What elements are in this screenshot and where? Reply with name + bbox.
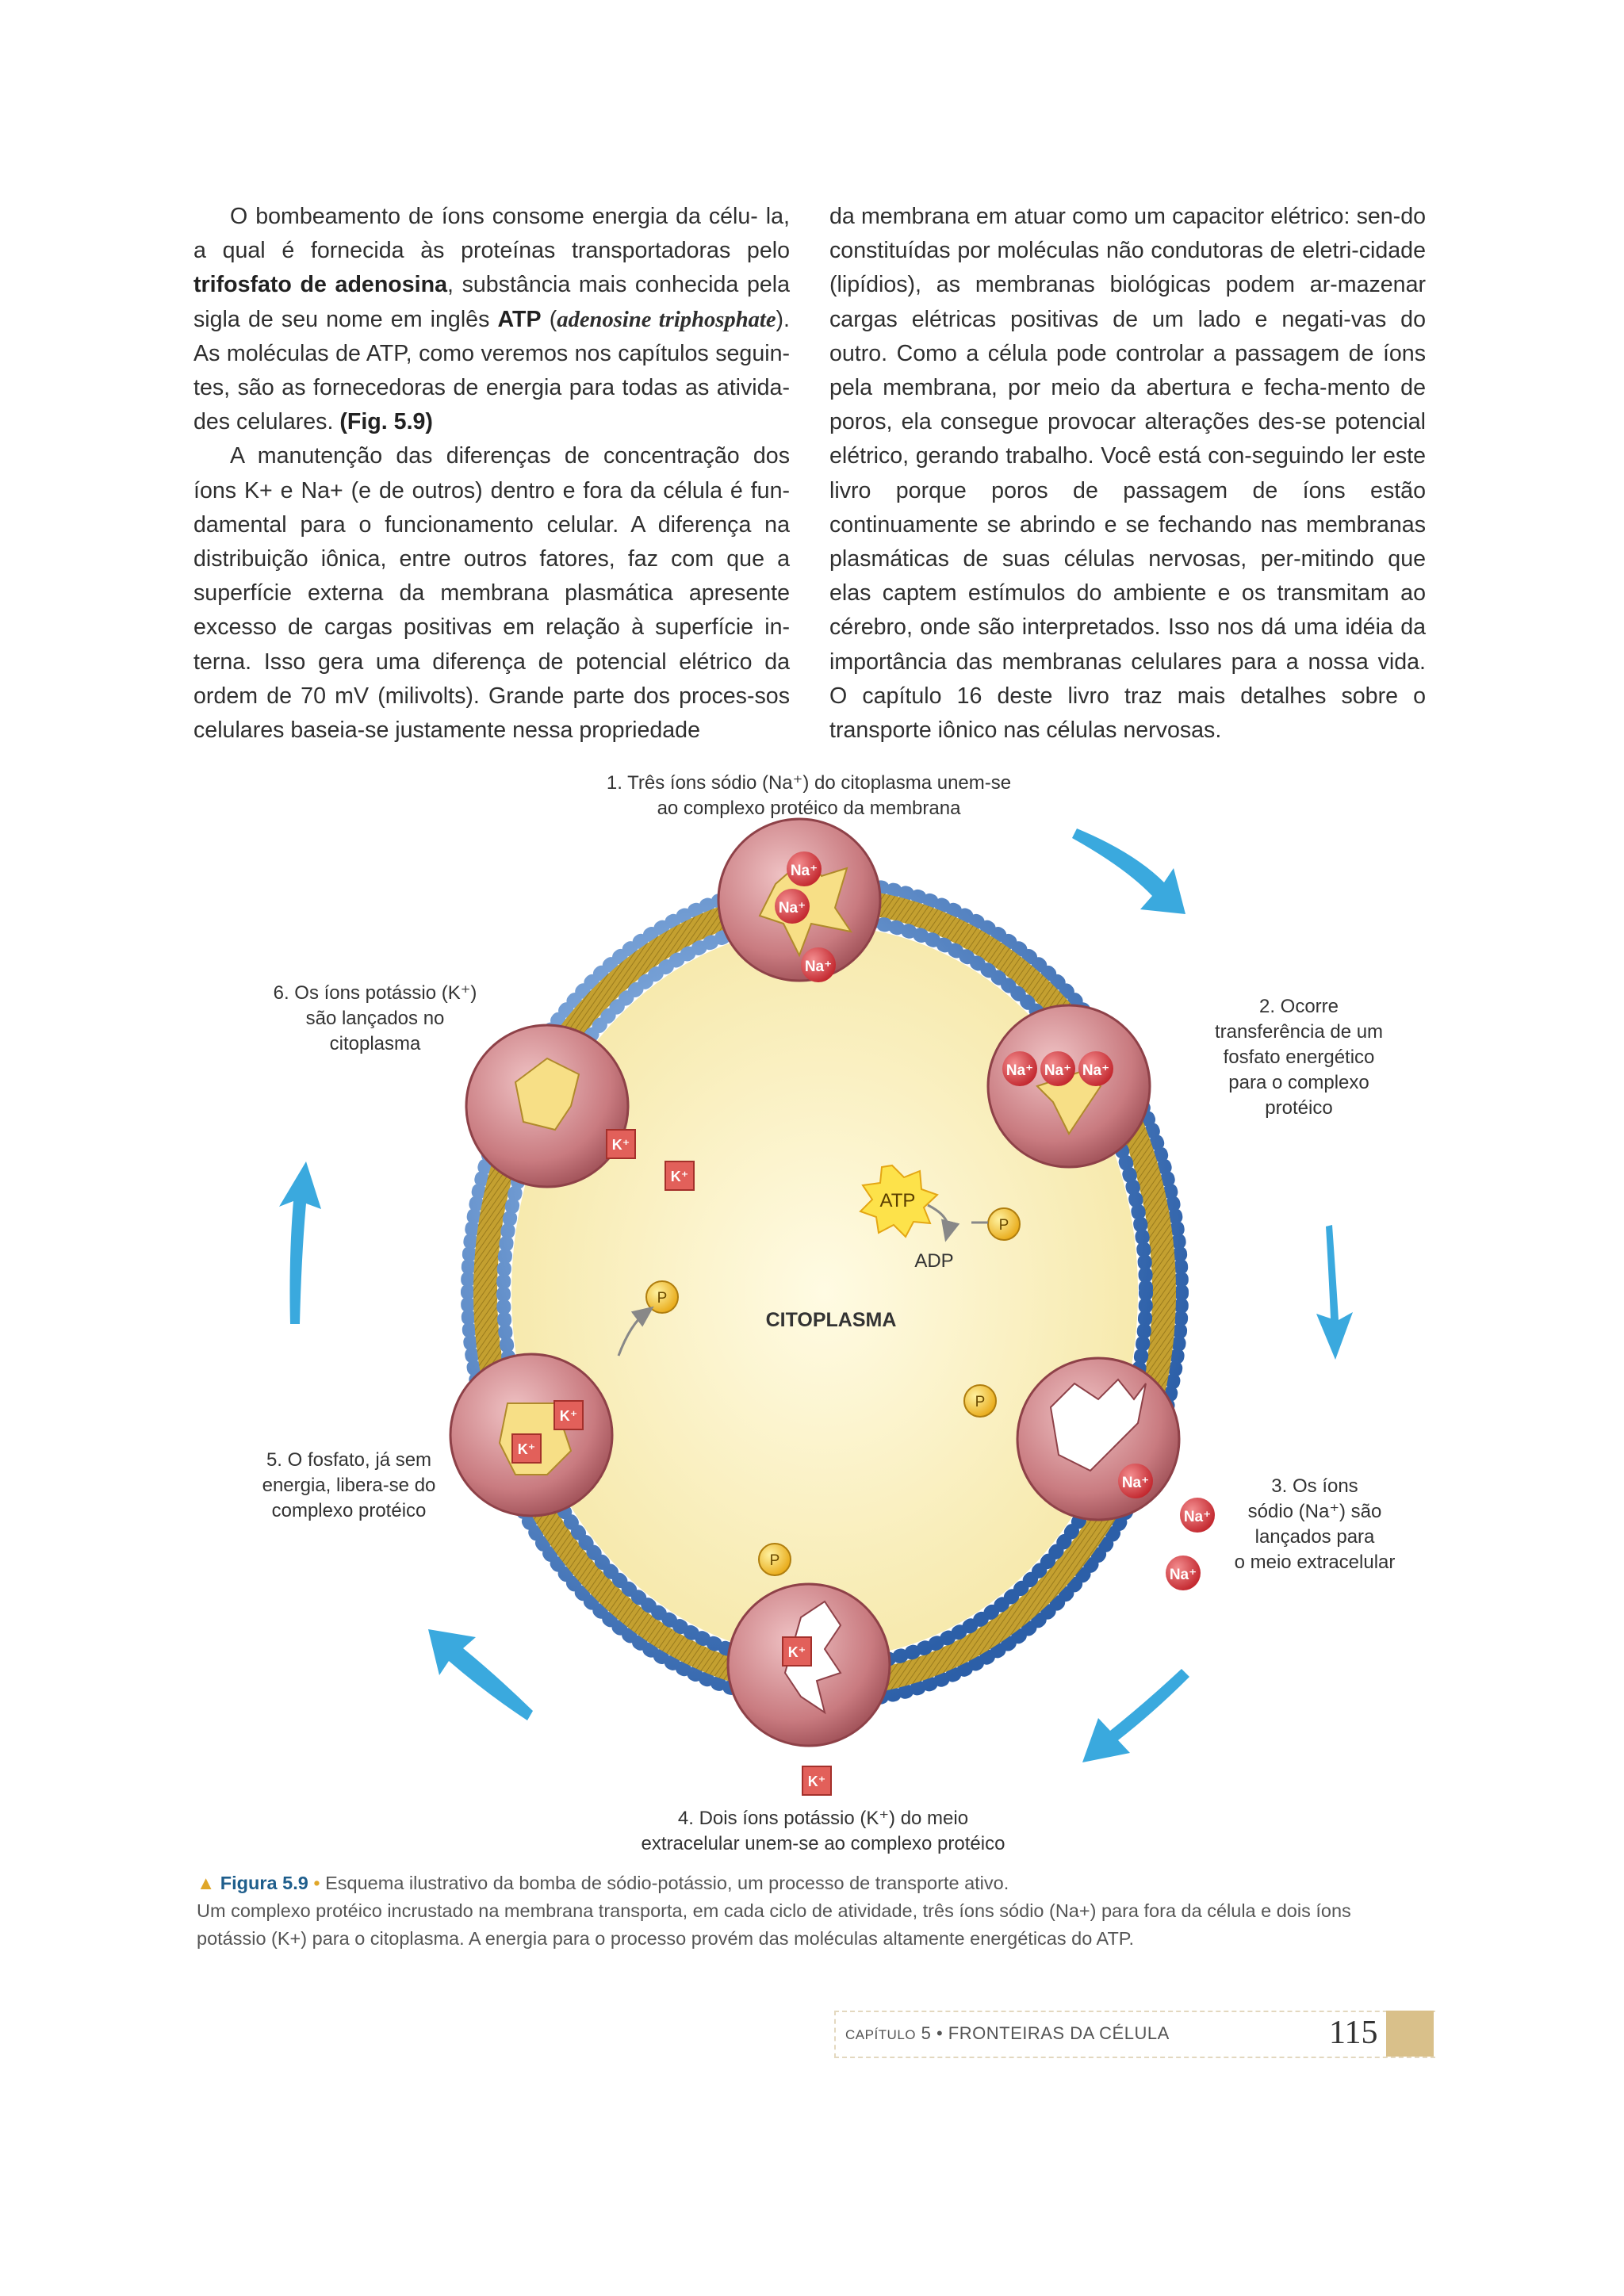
p1-l4: sigla de seu nome em inglês (193, 306, 498, 332)
paragraph-capacitor: da membrana em atuar como um capacitor elétrico: sen-do constituídas por moléculas não condutoras de eletri-cidade (lipídios), as membranas biológicas podem ar-mazenar cargas elétricas positivas de um lado e negati-vas do outro. Como a célula pode controlar a passagem de íons pela membrana, por meio da abertura e fecha-mento de poros, ela consegue provocar alterações des-se potencial elétrico, gerando trabalho. Você está con-seguindo ler este livro porque poros de passagem de íons estão continuamente se abrindo e se fechando nas membranas plasmáticas de suas células nervosas, per-mitindo que elas captem estímulos do ambiente e os transmitam ao cérebro, onde são interpretados. Isso nos dá uma idéia da importância das membranas celulares para a nossa vida. O capítulo 16 deste livro traz mais detalhes sobre o transporte iônico nas células nervosas. (829, 204, 1426, 744)
svg-text:Na⁺: Na⁺ (790, 863, 818, 879)
svg-text:Na⁺: Na⁺ (1082, 1062, 1110, 1079)
cycle-arrow-3 (1082, 1669, 1189, 1762)
cytoplasm-label: CITOPLASMA (765, 1309, 897, 1331)
fig-ref: (Fig. 5.9) (339, 409, 433, 435)
svg-text:Na⁺: Na⁺ (1005, 1062, 1034, 1079)
step-4-label (642, 1808, 1005, 1854)
svg-text:K⁺: K⁺ (559, 1408, 578, 1424)
chapter-title (845, 2023, 1170, 2044)
k-ion-5b (512, 1434, 541, 1463)
p1-paren: ( (541, 306, 557, 332)
na-ion-1a (787, 851, 822, 886)
cycle-arrow-1 (1072, 828, 1185, 914)
k-ion-6b (665, 1161, 694, 1190)
k-ion-4a (783, 1637, 811, 1666)
svg-text:fosfato energético: fosfato energético (1223, 1047, 1375, 1068)
svg-text:complexo protéico: complexo protéico (271, 1500, 427, 1521)
svg-text:são lançados no: são lançados no (305, 1008, 445, 1029)
svg-text:Na⁺: Na⁺ (1169, 1567, 1197, 1583)
caption-bullet-icon: • (313, 1873, 320, 1893)
sodium-potassium-pump-diagram (190, 757, 1443, 1867)
svg-text:K⁺: K⁺ (670, 1169, 689, 1184)
svg-text:lançados para: lançados para (1254, 1526, 1375, 1548)
svg-text:ao complexo protéico da membra: ao complexo protéico da membrana (657, 798, 961, 819)
svg-text:1. Três íons sódio (Na⁺) do ci: 1. Três íons sódio (Na⁺) do citoplasma unem-se (606, 772, 1012, 794)
svg-text:P: P (657, 1290, 668, 1307)
svg-text:Na⁺: Na⁺ (1121, 1475, 1150, 1491)
pump-protein-3 (1017, 1358, 1179, 1520)
svg-text:P: P (998, 1217, 1009, 1234)
step-1-label (607, 772, 1011, 819)
caption-triangle-icon: ▲ (197, 1873, 216, 1893)
na-ion-3b (1180, 1498, 1215, 1533)
text-column-right (829, 200, 1426, 748)
k-ion-5a (554, 1401, 583, 1429)
k-ion-6a (607, 1130, 635, 1158)
adp-label: ADP (914, 1250, 954, 1272)
step-5-label (262, 1449, 436, 1521)
caption-figure-label: Figura 5.9 (220, 1873, 308, 1893)
svg-text:Na⁺: Na⁺ (778, 900, 806, 916)
svg-text:sódio (Na⁺) são: sódio (Na⁺) são (1247, 1501, 1382, 1522)
svg-text:P: P (769, 1552, 780, 1569)
cycle-arrow-2 (1316, 1225, 1353, 1360)
svg-text:3. Os íons: 3. Os íons (1271, 1475, 1358, 1497)
na-ion-3c (1166, 1556, 1201, 1590)
phosphate-5 (646, 1281, 678, 1313)
step-2-label (1215, 996, 1383, 1119)
svg-text:K⁺: K⁺ (611, 1137, 630, 1153)
svg-text:Na⁺: Na⁺ (1183, 1509, 1212, 1525)
svg-text:4. Dois íons potássio (K⁺) do: 4. Dois íons potássio (K⁺) do meio (677, 1808, 969, 1829)
svg-text:citoplasma: citoplasma (329, 1033, 421, 1054)
chapter-text: 5 • FRONTEIRAS DA CÉLULA (916, 2023, 1170, 2043)
p1-l3: , substância mais conhecida pela (446, 272, 790, 298)
caption-line1: Esquema ilustrativo da bomba de sódio-potássio, um processo de transporte ativo. (320, 1873, 1009, 1893)
step-3-label (1235, 1475, 1396, 1573)
pump-protein-6 (466, 1025, 628, 1187)
phosphate-3 (964, 1385, 996, 1417)
p1-l5: As moléculas de ATP, como veremos nos capítulos seguin- (193, 340, 790, 366)
svg-text:ATP: ATP (879, 1190, 916, 1211)
na-ion-1b (775, 889, 810, 924)
p1-close: ). (776, 306, 790, 332)
svg-text:o meio extracelular: o meio extracelular (1234, 1552, 1396, 1573)
svg-text:6. Os íons potássio (K⁺): 6. Os íons potássio (K⁺) (273, 982, 477, 1004)
svg-text:transferência de um: transferência de um (1214, 1021, 1384, 1043)
term-adenosine: adenosine triphosphate (557, 307, 776, 332)
page-tab (1386, 2011, 1434, 2057)
phosphate-2 (988, 1208, 1020, 1240)
page-footer (834, 2011, 1435, 2058)
paragraph-concentration: A manutenção das diferenças de concentração dos íons K+ e Na+ (e de outros) dentro e fora da célula é fun-damental para o funcionamento celular. A diferença na distribuição iônica, entre outros fatores, faz com que a superfície externa da membrana plasmática apresente excesso de cargas positivas em relação à superfície in-terna. Isso gera uma diferença de potencial elétrico da ordem de 70 mV (milivolts). Grande parte dos proces-sos celulares baseia-se justamente nessa propriedade (193, 443, 790, 744)
svg-text:Na⁺: Na⁺ (1044, 1062, 1072, 1079)
figure-caption (197, 1869, 1370, 1953)
term-atp: ATP (497, 306, 542, 332)
text-column-left (193, 200, 790, 748)
na-ion-2b (1040, 1051, 1075, 1086)
svg-text:energia, libera-se do: energia, libera-se do (262, 1475, 436, 1496)
svg-text:P: P (975, 1394, 986, 1410)
caption-body: Um complexo protéico incrustado na membrana transporta, em cada ciclo de atividade, três íons sódio (Na+) para fora da célula e dois íons potássio (K+) para o citoplasma. A energia para o processo provém das moléculas altamente energéticas do ATP. (197, 1900, 1351, 1949)
p1-l1: O bombeamento de íons consome energia da célu- (230, 204, 758, 229)
page-number: 115 (1329, 2015, 1378, 2051)
cycle-arrow-4 (428, 1629, 533, 1720)
pump-protein-2 (988, 1005, 1150, 1167)
svg-text:K⁺: K⁺ (807, 1774, 826, 1789)
svg-text:K⁺: K⁺ (787, 1644, 806, 1660)
cycle-arrow-5 (279, 1161, 321, 1324)
svg-text:K⁺: K⁺ (517, 1441, 536, 1457)
k-ion-4b (802, 1766, 831, 1795)
na-ion-1c (801, 947, 836, 982)
step-6-label (274, 982, 477, 1054)
p1-l2: la, a qual é fornecida às proteínas transportadoras pelo (193, 204, 790, 264)
svg-text:para o complexo: para o complexo (1228, 1072, 1369, 1093)
na-ion-3a (1118, 1464, 1153, 1498)
svg-text:protéico: protéico (1265, 1097, 1333, 1119)
svg-text:Na⁺: Na⁺ (804, 959, 833, 975)
na-ion-2a (1002, 1051, 1037, 1086)
chapter-small: CAPÍTULO (845, 2027, 917, 2042)
svg-text:2. Ocorre: 2. Ocorre (1258, 996, 1339, 1017)
p1-l7: des celulares. (193, 409, 340, 435)
na-ion-2c (1078, 1051, 1113, 1086)
p1-l6: tes, são as fornecedoras de energia para todas as ativida- (193, 375, 790, 401)
phosphate-4 (759, 1544, 791, 1575)
svg-text:extracelular unem-se ao comple: extracelular unem-se ao complexo protéico (641, 1833, 1005, 1854)
svg-text:5. O fosfato, já sem: 5. O fosfato, já sem (266, 1449, 432, 1471)
paragraph-atp (193, 200, 790, 439)
term-trifosfato: trifosfato de adenosina (193, 272, 447, 298)
